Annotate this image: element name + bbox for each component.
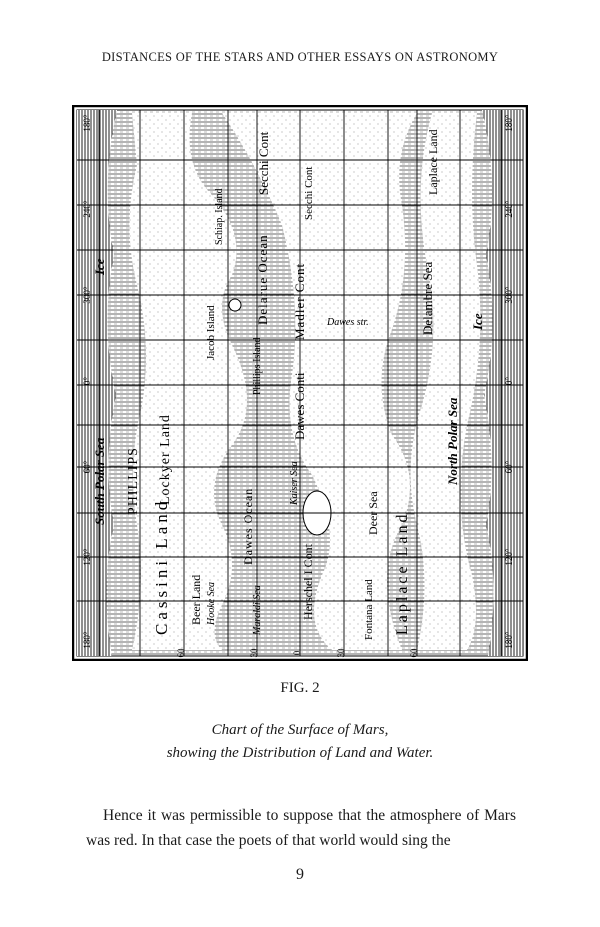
- label-laplace-land-bottom: Laplace Land: [394, 511, 411, 635]
- label-cassini-land: Cassini Land: [152, 497, 171, 635]
- label-beer-land: Beer Land: [189, 574, 203, 625]
- body-text: [86, 803, 516, 853]
- lat-tick: 180°: [82, 114, 92, 132]
- label-herschel-cont: Herschel I Cont: [301, 544, 315, 620]
- long-tick: 60: [176, 648, 186, 658]
- label-dawes-cont: Dawes Conti: [292, 372, 307, 440]
- lat-tick: 300°: [504, 286, 514, 304]
- label-deer-sea: Deer Sea: [366, 491, 380, 535]
- long-tick: 30: [249, 648, 259, 658]
- label-dawes-ocean: Dawes Ocean: [241, 487, 255, 565]
- label-dawes-strait: Dawes str.: [327, 317, 369, 328]
- caption-line-2: showing the Distribution of Land and Water.: [166, 745, 434, 761]
- label-delambre-sea: Delambre Sea: [420, 261, 435, 335]
- label-south-polar-sea: South Polar Sea: [92, 437, 107, 525]
- long-tick: 60: [409, 648, 419, 658]
- figure-caption: [0, 719, 600, 765]
- lat-tick: 180°: [504, 631, 514, 649]
- label-laplace-land-top: Laplace Land: [426, 129, 440, 195]
- label-phillips: PHILLIPS: [126, 447, 141, 515]
- lat-tick: 300°: [82, 286, 92, 304]
- label-ice-right: Ice: [470, 313, 485, 330]
- label-secchi-cont2: Secchi Cont: [303, 166, 315, 220]
- figure-number: FIG. 2: [280, 680, 320, 696]
- long-tick: 0: [292, 650, 302, 656]
- caption-line-1: Chart of the Surface of Mars,: [211, 722, 389, 738]
- label-secchi-cont: Secchi Cont: [256, 131, 271, 195]
- page-number: 9: [296, 866, 304, 883]
- long-tick: 30: [336, 648, 346, 658]
- label-north-polar-sea: North Polar Sea: [445, 397, 460, 485]
- label-jacob-island: Jacob Island: [205, 305, 217, 360]
- mars-map: [72, 105, 528, 661]
- label-fontana-land: Fontana Land: [363, 579, 375, 640]
- lat-tick: 180°: [504, 114, 514, 132]
- lat-tick: 120°: [82, 548, 92, 566]
- lat-tick: 240°: [504, 200, 514, 218]
- label-maraldi-sea: Maraldi Sea: [252, 585, 263, 635]
- lat-tick: 240°: [82, 200, 92, 218]
- label-delarue-ocean: Delarue Ocean: [255, 234, 270, 325]
- lat-tick: 0°: [504, 376, 514, 386]
- label-lockyer-land: Lockyer Land: [158, 414, 173, 505]
- label-madler-cont: Madler Cont: [292, 262, 307, 340]
- mars-map-figure: [72, 105, 528, 661]
- lat-tick: 180°: [82, 631, 92, 649]
- lat-tick: 0°: [82, 376, 92, 386]
- label-kaiser-sea: Kaiser Sea: [289, 461, 300, 505]
- running-head: DISTANCES OF THE STARS AND OTHER ESSAYS ON ASTRONOMY: [101, 50, 499, 64]
- label-ice-left: Ice: [92, 258, 107, 275]
- lat-tick: 120°: [504, 548, 514, 566]
- label-phillips-island: Phillips Island: [252, 337, 263, 395]
- lat-tick: 60°: [82, 460, 92, 474]
- body-paragraph: Hence it was permissible to suppose that the atmosphere of Mars was red. In that case the poets of that world would sing the: [86, 807, 516, 849]
- lat-tick: 60°: [504, 460, 514, 474]
- label-schiaparelli-island: Schiap. Island: [214, 188, 225, 245]
- label-hooke-sea: Hooke Sea: [206, 581, 217, 625]
